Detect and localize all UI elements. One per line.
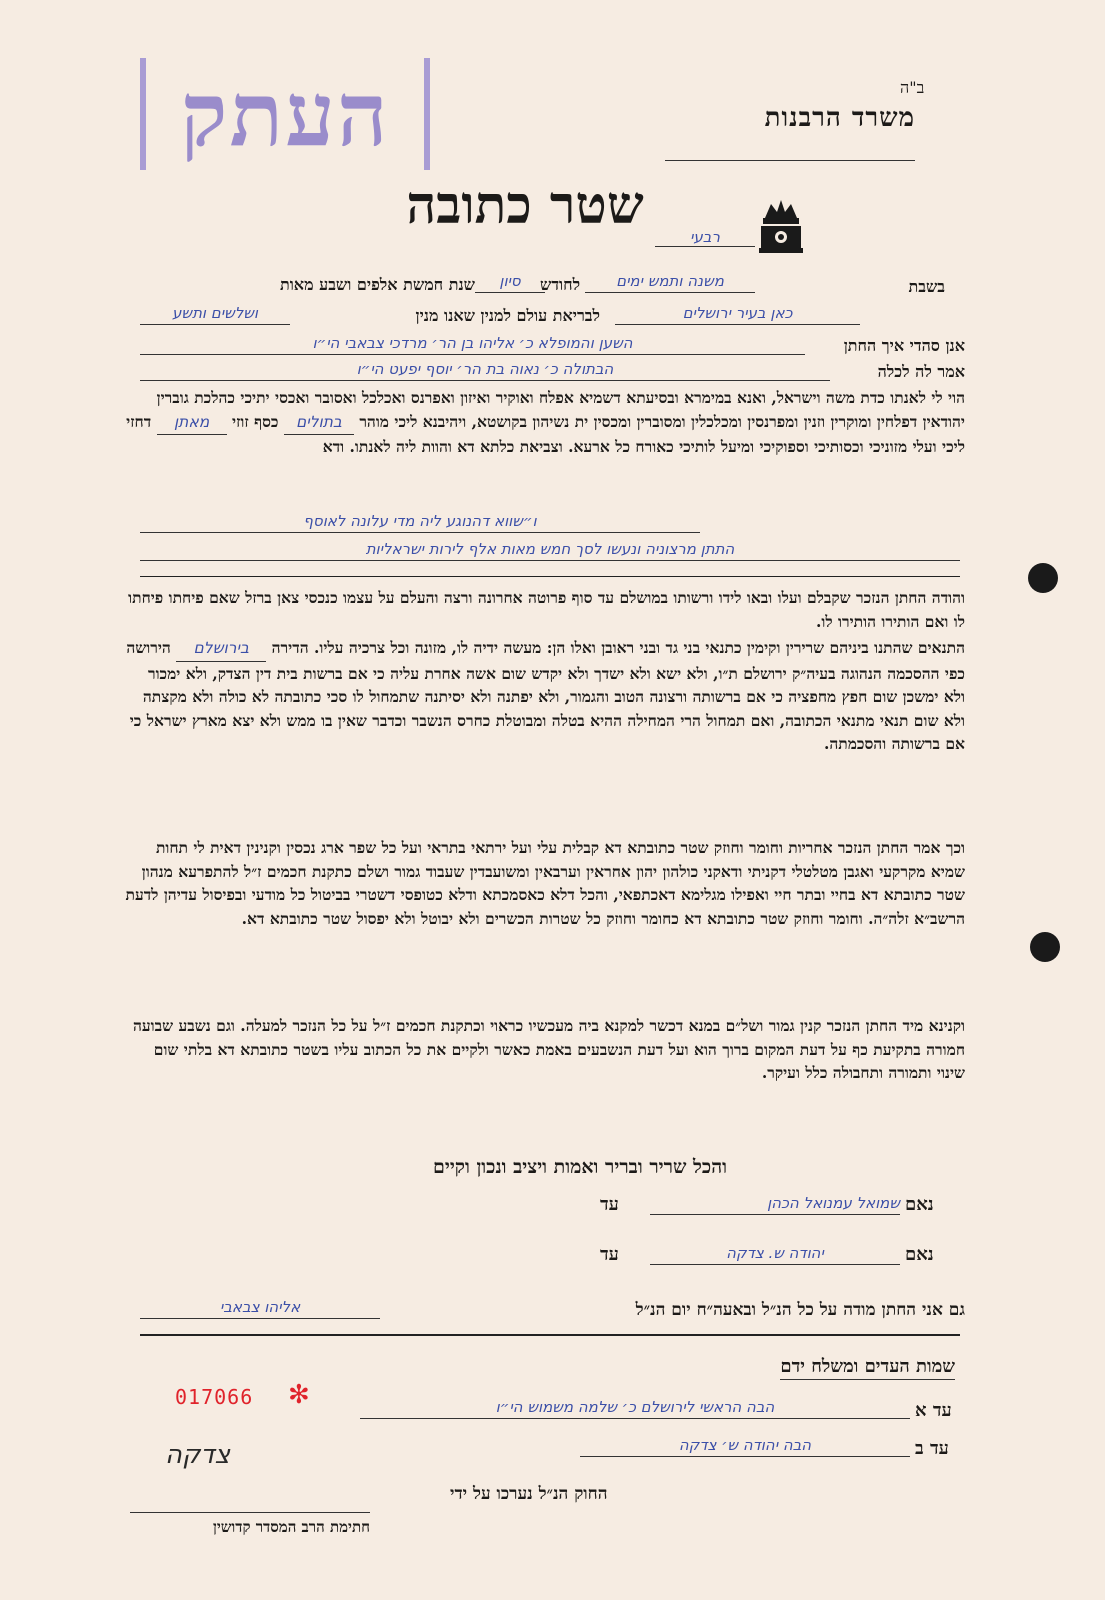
groom-confirmation: גם אני החתן מודה על כל הנ״ל ובאעה״ח יום הנ״ל <box>635 1300 965 1320</box>
bride-label: אמר לה לכלה <box>877 362 965 381</box>
binder-hole-bottom <box>1030 932 1060 962</box>
copy-stamp: העתק <box>140 58 430 170</box>
intro-shabbat: בשבת <box>908 277 945 296</box>
extra-field-2: התתן מרצוניה ונעשו לסך חמש מאות אלף לירות ישראליות <box>140 538 960 561</box>
witnesses-section-title: שמות העדים ומשלח ידם <box>780 1356 955 1380</box>
footer-ed-b-field: הבה יהודה ש׳ צדקה <box>580 1434 910 1457</box>
creation-label: לבריאת עולם למנין שאנו מנין <box>415 306 600 325</box>
witness-2-neum: נאם <box>905 1244 934 1265</box>
rabbi-signature: צדקה <box>165 1440 231 1470</box>
day-field: משנה ותמש ימים <box>585 270 755 293</box>
witness-2-signature: יהודה ש. צדקה <box>650 1242 900 1265</box>
binder-hole-top <box>1028 563 1058 593</box>
separator-line <box>140 576 960 577</box>
mohar-field: בתולים <box>284 411 354 436</box>
groom-label: אנן סהדי איך החתן <box>843 336 965 355</box>
region-field: רבעי <box>655 228 755 247</box>
dowry-field: מאתן <box>157 411 227 436</box>
footer-ed-b-label: עד ב <box>915 1438 949 1459</box>
office-underline <box>665 160 915 161</box>
bride-field: הבתולה כ׳ נאוה בת הר׳ יוסף יפעט הי״ו <box>140 358 830 381</box>
place-field: כאן בעיר ירושלים <box>615 302 860 325</box>
closing-line: והכל שריר ובריר ואמות ויציב ונכון וקיים <box>432 1156 727 1178</box>
footer-ed-a-field: הבה הראשי לירושלם כ׳ שלמה משמוש הי״ו <box>360 1396 910 1419</box>
witness-1-neum: נאם <box>905 1194 934 1215</box>
year-field: ושלשים ותשע <box>140 302 290 325</box>
rabbi-signature-line <box>130 1512 370 1513</box>
footer-ed-a-label: עד א <box>915 1400 952 1421</box>
office-heading: משרד הרבנות <box>764 103 915 133</box>
paragraph-5: וקנינא מיד החתן הנזכר קנין גמור ושל״ם במנא דכשר למקנא ביה מעכשיו כראוי וכתקנת חכמים ז״ל על כל הנזכר למעלה. וגם נשבע שבועה חמורה בתקיעת כף על דעת המקום ברוך הוא ועל דעת הנשבעים באמת כאשר ולקיים את כל הכתוב עליו בשטר כתובתא דא בלתי שום שינוי ותמורה ותחבולה כלל ועיקר. <box>133 1016 965 1082</box>
witness-2-ed: עד <box>600 1244 619 1265</box>
paragraph-4: וכך אמר החתן הנזכר אחריות וחומר וחוזק שטר כתובתא דא קבלית עלי ועל ירתאי בתראי ועל כל שפר ארג נכסין וקנינין דאית לי תחות שמיא מקרקעי ואגבן מטלטלי דקניתי ודאקני כולהון יהון אחראין וערבאין ומשועבדין שעבוד גמור ושלם כתקנת חכמים ז״ל להתפרעא מנהון שטר כתובתא דא בחיי ובתר חיי ואפילו מגלימא דאכתפאי, והכל דלא כאסמכתא ודלא כטופסי דשטרי בביטול כל מודעי ובפיסול עדיהן לדעת הרשב״א זלה״ה. וחומר וחוזק שטר כתובתא דא כחומר וחוזק כל שטרות הכשרים ולא יבוטל ולא יפסול שטר כתובתא דא. <box>125 838 965 928</box>
month-label: לחודש <box>540 275 581 294</box>
groom-field: השען והמופלא כ׳ אליהו בן הר׳ מרדכי צבאבי הי״ו <box>140 332 805 355</box>
residence-field: בירושלם <box>176 637 266 662</box>
document-title: שטר כתובה <box>406 175 644 236</box>
bh-mark: ב"ה <box>900 78 925 97</box>
signed-by-line: החוק הנ״ל נערכו על ידי <box>450 1484 608 1504</box>
paragraph-1: הוי לי לאנתו כדת משה וישראל, ואנא במימרא ובסיעתא דשמיא אפלח ואוקיר ואיזון ואפרנס ואכלכל ואסובר ואכסי יתיכי כהלכת גוברין יהודאין דפלחין ומוקרין וזנין ומפרנסין ומכלכלין ומסוברין ומכסין ית נשיהון בקושטא, ויהיבנא ליכי מוהר בתולים כסף זוזי מאתן דחזי ליכי ועלי מזוניכי וכסותיכי וספוקיכי ומיעל לותיכי כאורח כל ארעא. וצביאת כלתא דא והוות ליה לאנתו. ודא <box>126 388 965 456</box>
extra-field-1: ו״שווא דהנוגע ליה מדי עלונה לאוסף <box>140 510 700 533</box>
paragraph-2: והודה החתן הנזכר שקבלם ועלו ובאו לידו ורשותו במושלם עד סוף פרוטה אחרונה ורצה והעלם על עצמו כנכסי צאן ברזל שאם פיחתו פיחתו לו ואם הותירו הותירו לו. <box>128 588 965 631</box>
month-field: סיון <box>475 270 545 293</box>
witness-1-signature: שמואל עמנואל הכהן <box>650 1192 900 1215</box>
groom-signature: אליהו צבאבי <box>140 1296 380 1319</box>
rabbi-label: חתימת הרב המסדר קדושין <box>213 1518 370 1536</box>
asterisk-icon: ✻ <box>288 1380 310 1410</box>
serial-number: 017066 <box>175 1385 254 1409</box>
bottom-rule <box>140 1334 960 1336</box>
year-label: שנת חמשת אלפים ושבע מאות <box>279 275 475 294</box>
witness-1-ed: עד <box>600 1194 619 1215</box>
paragraph-3: התנאים שהתנו ביניהם שרירין וקימין כתנאי בני גד ובני ראובן ואלו הן: מעשה ידיה לו, מזונה וכל צרכיה עליו. הדירה בירושלם הירושה כפי ההסכמה הנהוגה בעיה״ק ירושלם ת״ו, ולא ישא ולא ישדך ולא יקדש שום אשה אחרת עליה כי אם ברשות בית דין הצדק, ולא ימכור ולא ימשכן שום חפץ מחפציה כי אם ברשותה ורצונה הטוב והגמור, ולא יפתנה ולא יסיתנה שתמחול לו סכי כתובתה לא כולה ולא מקצתה ולא שום תנאי מתנאי הכתובה, ואם תמחול הרי המחילה ההיא בטלה ומבוטלת כחרס הנשבר וכדבר שאין בו ממש ולא יצא מארץ ישראל כי אם ברשותה והסכמתה. <box>126 638 965 753</box>
crest-icon <box>757 196 805 256</box>
